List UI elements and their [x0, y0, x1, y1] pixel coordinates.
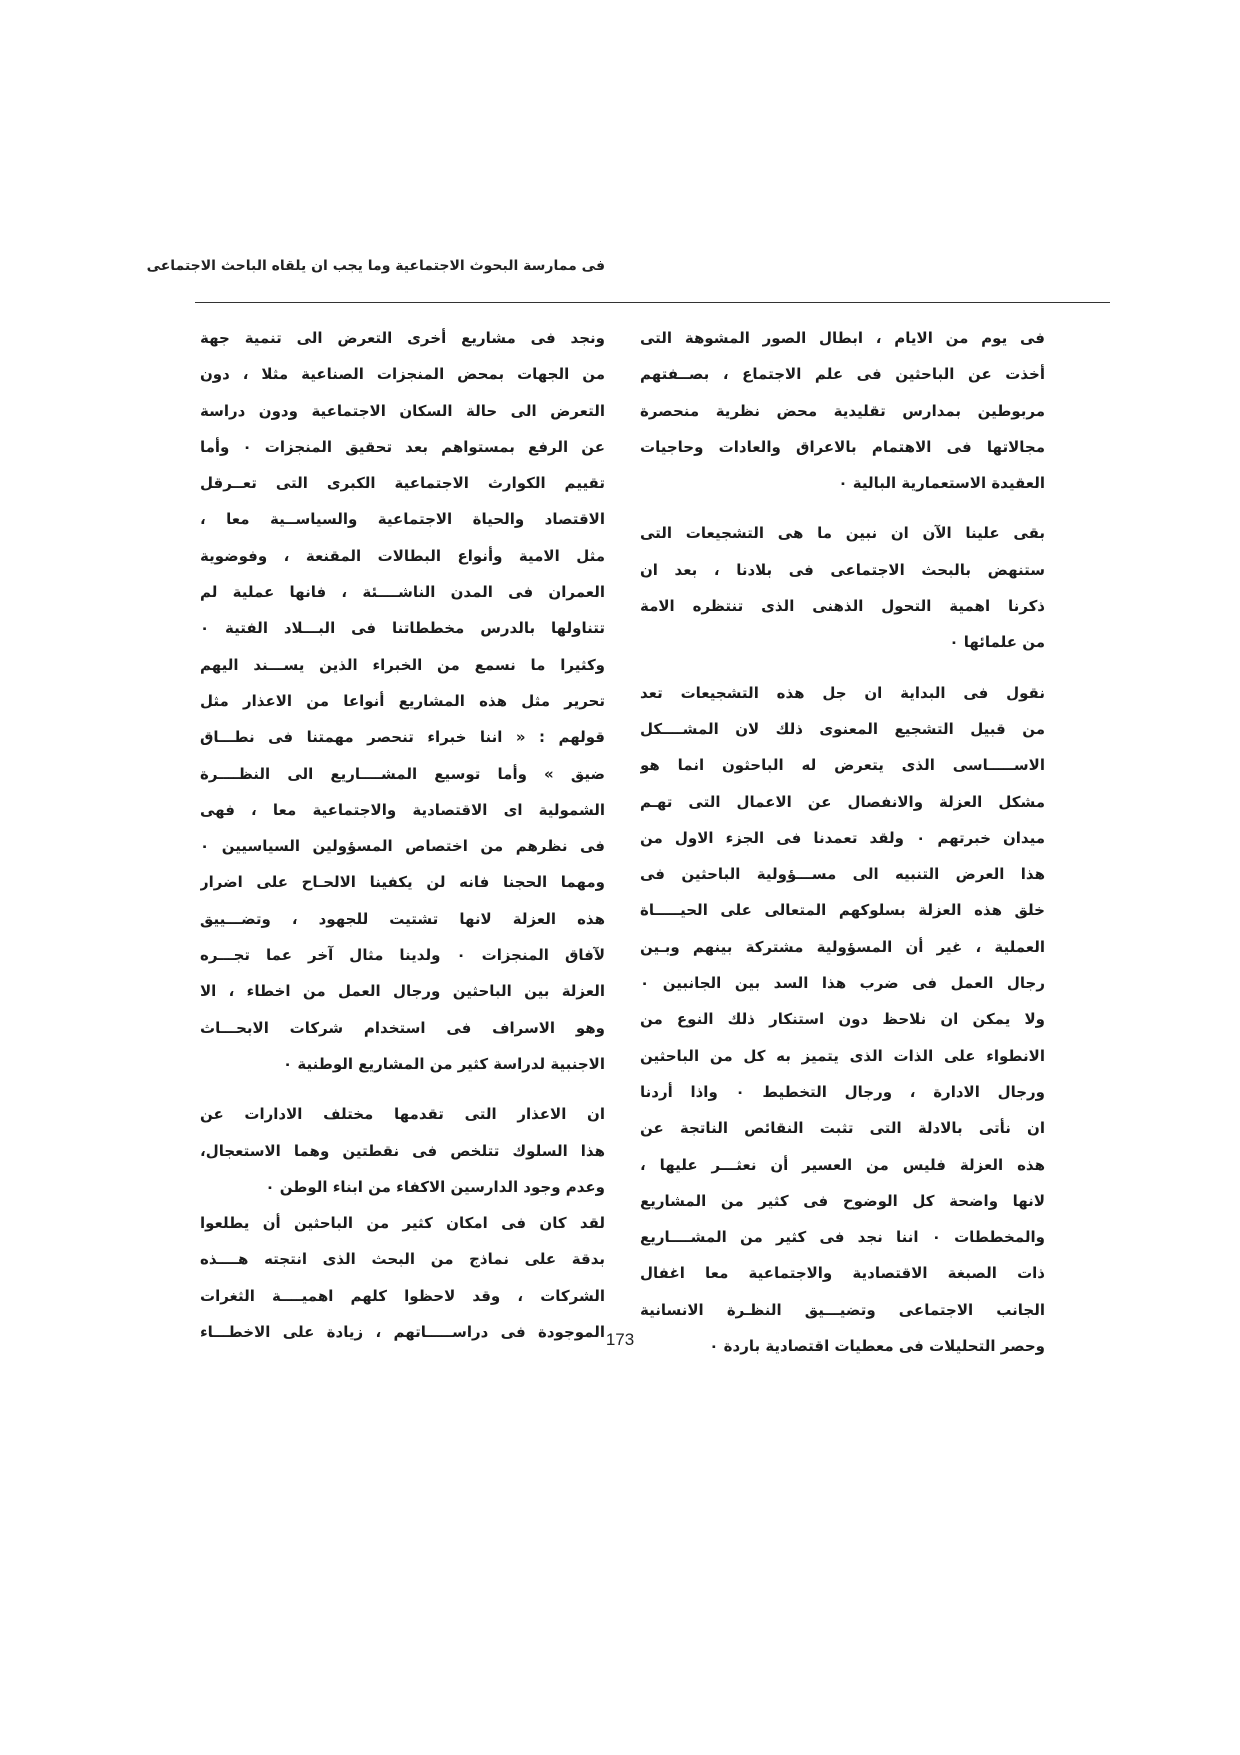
text-line: ضيق » وأما توسيع المشــــاريع الى النظــــرة — [200, 764, 605, 783]
text-column-right — [640, 320, 1045, 1364]
text-line: من علمائها ٠ — [949, 633, 1045, 652]
text-line: وهو الاسراف فى استخدام شركات الابحـــاث — [200, 1018, 605, 1037]
paragraph — [640, 320, 1045, 501]
text-line: ذات الصبغة الاقتصادية والاجتماعية معا اغفال — [640, 1264, 1045, 1283]
text-line: الاجنبية لدراسة كثير من المشاريع الوطنية ٠ — [283, 1054, 605, 1073]
text-line: ونجد فى مشاريع أخرى التعرض الى تنمية جهة — [200, 329, 605, 347]
text-line: تقييم الكوارث الاجتماعية الكبرى التى تعــرقل — [200, 474, 605, 493]
text-line: ولا يمكن ان نلاحظ دون استنكار ذلك النوع من — [640, 1010, 1045, 1029]
text-line: بدقة على نماذج من البحث الذى انتجته هــــذه — [200, 1250, 605, 1269]
text-line: مشكل العزلة والانفصال عن الاعمال التى تهـم — [640, 792, 1045, 811]
text-line: قولهم : « اننا خبراء تنحصر مهمتنا فى نطـــاق — [200, 728, 605, 747]
text-line: الشمولية اى الاقتصادية والاجتماعية معا ، فهى — [200, 800, 605, 819]
page-number: 173 — [605, 1330, 635, 1349]
text-line: ستنهض بالبحث الاجتماعى فى بلادنا ، بعد ان — [640, 560, 1045, 579]
text-line: العزلة بين الباحثين ورجال العمل من اخطاء ، الا — [200, 982, 605, 1001]
text-line: وكثيرا ما نسمع من الخبراء الذين يســـند اليهم — [200, 655, 605, 674]
text-line: ورجال الادارة ، ورجال التخطيط ٠ واذا أردنا — [640, 1082, 1045, 1101]
text-line: تحرير مثل هذه المشاريع أنواعا من الاعذار مثل — [200, 691, 605, 710]
text-line: رجال العمل فى ضرب هذا السد بين الجانبين ٠ — [640, 974, 1045, 993]
text-line: الاســـــاسى الذى يتعرض له الباحثون انما هو — [640, 756, 1045, 775]
text-line: فى يوم من الايام ، ابطال الصور المشوهة التى — [640, 329, 1045, 347]
text-column-left — [200, 320, 605, 1350]
header-rule — [195, 302, 1110, 303]
text-line: مجالاتها فى الاهتمام بالاعراق والعادات وحاجيات — [640, 437, 1045, 456]
text-line: مربوطين بمدارس تقليدية محض نظرية منحصرة — [640, 401, 1045, 420]
text-line: التعرض الى حالة السكان الاجتماعية ودون دراسة — [200, 401, 605, 420]
text-line: العقيدة الاستعمارية البالية ٠ — [838, 474, 1045, 493]
text-line: بقى علينا الآن ان نبين ما هى التشجيعات التى — [640, 524, 1045, 543]
text-line: هذه العزلة لانها تشتيت للجهود ، وتضـــييق — [200, 909, 605, 928]
text-line: عن الرفع بمستواهم بعد تحقيق المنجزات ٠ وأما — [200, 437, 605, 456]
text-line: الشركات ، وقد لاحظوا كلهم اهميــــة الثغرات — [200, 1286, 605, 1305]
text-line: هذا العرض التنبيه الى مســـؤولية الباحثين فى — [640, 865, 1045, 884]
paragraph — [200, 320, 605, 1082]
text-line: هذا السلوك تتلخص فى نقطتين وهما الاستعجال، — [200, 1141, 605, 1160]
text-line: من الجهات بمحض المنجزات الصناعية مثلا ، دون — [200, 365, 605, 384]
text-line: ومهما الحجنا فانه لن يكفينا الالحـاح على اضرار — [200, 873, 605, 892]
running-header: فى ممارسة البحوث الاجتماعية وما يجب ان يلقاه الباحث الاجتماعى — [146, 258, 605, 274]
text-line: نقول فى البداية ان جل هذه التشجيعات تعد — [640, 683, 1045, 702]
paragraph — [640, 675, 1045, 1365]
text-line: الجانب الاجتماعى وتضيـــيق النظـرة الانسانية — [640, 1300, 1045, 1319]
text-line: ميدان خبرتهم ٠ ولقد تعمدنا فى الجزء الاول من — [640, 828, 1045, 847]
text-line: تتناولها بالدرس مخططاتنا فى البـــلاد الفتية ٠ — [200, 619, 605, 638]
text-line: خلق هذه العزلة بسلوكهم المتعالى على الحيـــــاة — [640, 901, 1045, 920]
text-line: العمران فى المدن الناشــــئة ، فانها عملية لم — [200, 583, 605, 602]
text-line: هذه العزلة فليس من العسير أن نعثـــر عليها ، — [640, 1155, 1045, 1174]
text-line: والمخططات ٠ اننا نجد فى كثير من المشــــاريع — [640, 1228, 1045, 1247]
text-line: أخذت عن الباحثين فى علم الاجتماع ، بصــفتهم — [640, 365, 1045, 384]
text-line: وعدم وجود الدارسين الاكفاء من ابناء الوطن ٠ — [265, 1177, 605, 1196]
text-line: من قبيل التشجيع المعنوى ذلك لان المشــــكل — [640, 719, 1045, 738]
text-line: فى نظرهم من اختصاص المسؤولين السياسيين ٠ — [200, 837, 605, 856]
text-line: الانطواء على الذات الذى يتميز به كل من الباحثين — [640, 1046, 1045, 1065]
text-line: الموجودة فى دراســـــاتهم ، زيادة على الاخطـــاء — [200, 1323, 605, 1342]
text-line: لقد كان فى امكان كثير من الباحثين أن يطلعوا — [200, 1214, 605, 1233]
text-line: لآفاق المنجزات ٠ ولدينا مثال آخر عما تجـــره — [200, 946, 605, 965]
text-line: العملية ، غير أن المسؤولية مشتركة بينهم وبـين — [640, 937, 1045, 956]
text-line: ان نأتى بالادلة التى تثبت النقائص الناتجة عن — [640, 1119, 1045, 1138]
text-line: لانها واضحة كل الوضوح فى كثير من المشاريع — [640, 1191, 1045, 1210]
text-line: ان الاعذار التى تقدمها مختلف الادارات عن — [200, 1105, 605, 1124]
paragraph — [200, 1205, 605, 1350]
text-line: الاقتصاد والحياة الاجتماعية والسياســية معا ، — [200, 510, 605, 529]
text-line: ذكرنا اهمية التحول الذهنى الذى تنتظره الامة — [640, 597, 1045, 616]
paragraph — [200, 1096, 605, 1205]
paragraph — [640, 515, 1045, 660]
text-line: وحصر التحليلات فى معطيات اقتصادية باردة ٠ — [709, 1337, 1045, 1356]
text-line: مثل الامية وأنواع البطالات المقنعة ، وفوضوية — [200, 546, 605, 565]
